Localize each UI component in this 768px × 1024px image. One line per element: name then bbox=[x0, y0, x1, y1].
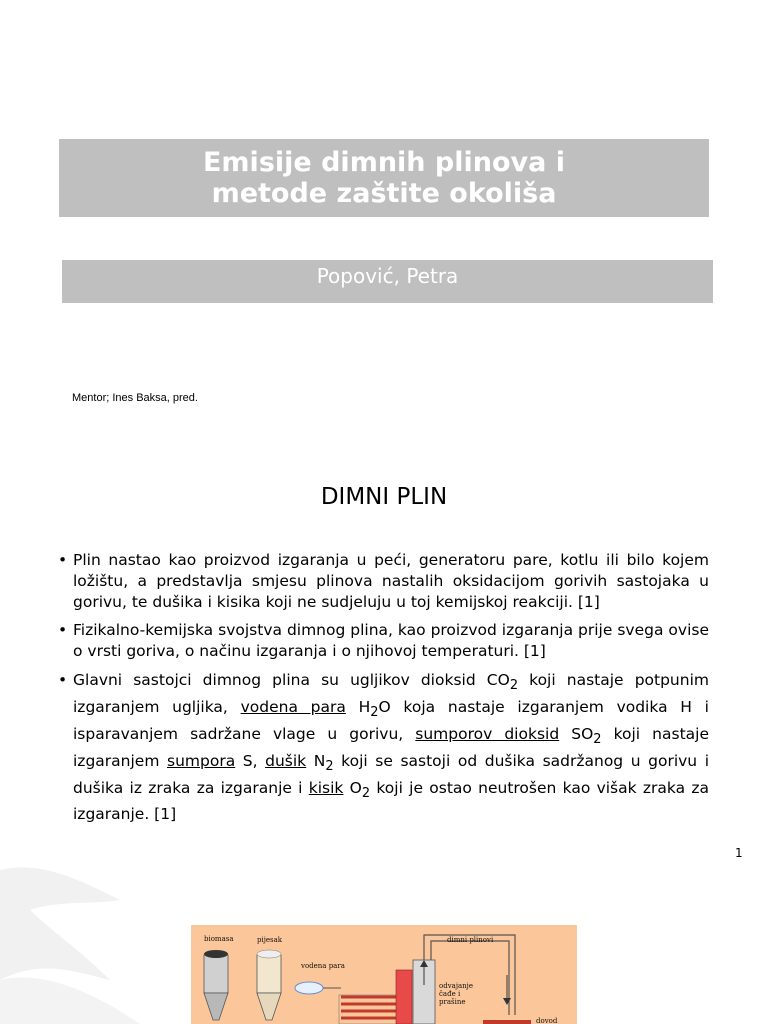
title-box bbox=[59, 139, 709, 217]
text-fragment: SO bbox=[559, 724, 594, 743]
subscript: 2 bbox=[361, 785, 371, 801]
label-odvajanje bbox=[439, 982, 473, 1006]
text-fragment: S, bbox=[235, 751, 266, 770]
bullet-icon: • bbox=[58, 670, 68, 689]
label-odvajanje-line3: prašine bbox=[439, 998, 466, 1006]
label-pijesak: pijesak bbox=[257, 936, 283, 944]
bullet-text bbox=[73, 671, 709, 823]
label-vodena-para: vodena para bbox=[301, 962, 345, 970]
link-sumporov-dioksid[interactable]: sumporov dioksid bbox=[415, 724, 560, 743]
bullet-list bbox=[58, 550, 709, 833]
author-box: Popović, Petra bbox=[62, 260, 713, 303]
section-heading: DIMNI PLIN bbox=[320, 484, 448, 510]
bullet-item-1 bbox=[58, 550, 709, 612]
link-sumpora[interactable]: sumpora bbox=[167, 751, 236, 770]
text-fragment: H bbox=[345, 697, 371, 716]
label-odvajanje-line1: odvajanje bbox=[439, 982, 473, 990]
text-fragment: O bbox=[343, 778, 362, 797]
text-fragment: koji se sastoji od dušika sadržanog u gorivu i dušika iz zraka za izgaranje i bbox=[73, 751, 710, 797]
page-number: 1 bbox=[735, 846, 743, 860]
label-odvajanje-line2: čađe i bbox=[439, 990, 461, 998]
bullet-text: Fizikalno-kemijska svojstva dimnog plina, kao proizvod izgaranja prije svega ovise o vrsti goriva, o načinu izgaranja i o njihovoj temperaturi. [1] bbox=[73, 621, 709, 661]
document-title bbox=[104, 147, 664, 209]
text-fragment: N bbox=[306, 751, 326, 770]
bullet-item-3 bbox=[58, 670, 709, 825]
text-fragment: koji nastaje izgaranjem bbox=[73, 724, 709, 770]
subscript: 2 bbox=[370, 704, 379, 720]
label-biomasa: biomasa bbox=[204, 935, 234, 943]
bullet-text: Plin nastao kao proizvod izgaranja u peći, generatoru pare, kotlu ili bilo kojem ložištu, a predstavlja smjesu plinova nastalih oksidacijom gorivih sastojaka u gorivu, te dušika i kisika koji ne sudjeluju u toj kemijskoj reakciji. [1] bbox=[73, 551, 709, 611]
subscript: 2 bbox=[325, 758, 334, 774]
subscript: 2 bbox=[509, 678, 519, 694]
bullet-icon: • bbox=[58, 551, 68, 569]
label-dimni-plinovi: dimni plinovi bbox=[447, 936, 494, 944]
title-line-1: Emisije dimnih plinova i bbox=[202, 147, 566, 178]
process-diagram bbox=[191, 925, 577, 1024]
link-kisik[interactable]: kisik bbox=[308, 778, 344, 797]
diagram-shapes bbox=[191, 925, 577, 1024]
label-dovod: dovod bbox=[536, 1017, 558, 1024]
link-vodena-para[interactable]: vodena para bbox=[240, 697, 346, 716]
subscript: 2 bbox=[593, 731, 602, 747]
link-dusik[interactable]: dušik bbox=[265, 751, 307, 770]
mentor-line: Mentor; Ines Baksa, pred. bbox=[72, 392, 198, 404]
text-fragment: O koja nastaje izgaranjem vodika H i isparavanjem sadržane vlage u gorivu, bbox=[73, 697, 709, 743]
bullet-icon: • bbox=[58, 621, 68, 640]
title-line-2: metode zaštite okoliša bbox=[211, 178, 557, 209]
text-fragment: Glavni sastojci dimnog plina su ugljikov dioksid CO bbox=[73, 670, 510, 689]
text-fragment: koji nastaje potpunim izgaranjem ugljika, bbox=[73, 670, 709, 716]
text-fragment: koji je ostao neutrošen kao višak zraka za izgaranje. [1] bbox=[73, 778, 709, 824]
bullet-item-2 bbox=[58, 620, 709, 662]
